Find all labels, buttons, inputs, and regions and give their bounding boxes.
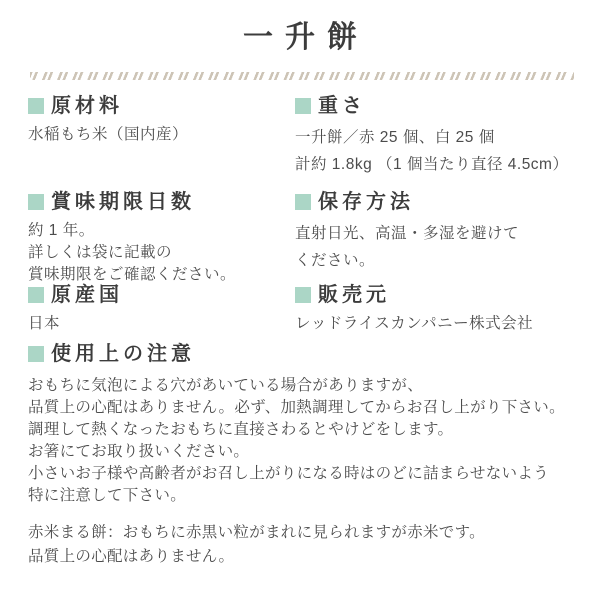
page-title: 一升餅 xyxy=(243,21,369,54)
section-label: 使用上の注意 xyxy=(51,343,195,365)
section-text-line: 水稲もち米（国内産） xyxy=(28,126,189,143)
section-label: 原産国 xyxy=(51,284,123,306)
square-bullet-icon xyxy=(28,287,44,303)
section-weight xyxy=(295,95,600,191)
section-text-line: 品質上の心配はありません。 xyxy=(28,548,235,565)
section-text-line: ください。 xyxy=(295,252,376,269)
section-origin xyxy=(28,284,295,335)
section-heading xyxy=(295,95,600,117)
section-label: 賞味期限日数 xyxy=(51,191,195,213)
section-text-line: 賞味期限をご確認ください。 xyxy=(28,266,237,283)
square-bullet-icon xyxy=(28,346,44,362)
section-ingredients xyxy=(28,95,295,191)
section-text-line: 品質上の心配はありません。必ず、加熱調理してからお召し上がり下さい。 xyxy=(28,399,565,416)
section-text-line: 日本 xyxy=(28,315,61,332)
section-text-line: レッドライスカンパニー株式会社 xyxy=(295,315,534,332)
section-storage xyxy=(295,191,600,284)
square-bullet-icon xyxy=(295,194,311,210)
section-text-line: お箸にてお取り扱いください。 xyxy=(28,443,250,460)
section-label: 重さ xyxy=(318,95,366,117)
precautions-addendum xyxy=(28,521,600,569)
section-text-line: 小さいお子様や高齢者がお召し上がりになる時はのどに詰まらせないよう xyxy=(28,465,549,482)
square-bullet-icon xyxy=(28,194,44,210)
section-text-line: 計約 1.8kg （1 個当たり直径 4.5cm） xyxy=(295,156,569,173)
section-precautions xyxy=(28,343,600,569)
square-bullet-icon xyxy=(295,98,311,114)
section-heading xyxy=(295,191,600,213)
section-text-line: 調理して熱くなったおもちに直接さわるとやけどをします。 xyxy=(28,421,454,438)
section-text-line: 特に注意して下さい。 xyxy=(28,487,187,504)
section-text-line: 詳しくは袋に記載の xyxy=(28,244,173,261)
section-text-line: 一升餅／赤 25 個、白 25 個 xyxy=(295,129,495,146)
dotted-divider xyxy=(30,72,574,80)
section-text-line: おもちに気泡による穴があいている場合がありますが、 xyxy=(28,377,424,394)
section-label: 販売元 xyxy=(318,284,390,306)
section-heading xyxy=(295,284,600,306)
section-shelf-life xyxy=(28,191,295,284)
section-label: 原材料 xyxy=(51,95,123,117)
square-bullet-icon xyxy=(28,98,44,114)
precautions-body xyxy=(28,375,600,507)
section-heading xyxy=(28,191,295,213)
section-heading xyxy=(28,284,295,306)
info-grid xyxy=(28,95,600,335)
section-text-line: 直射日光、高温・多湿を避けて xyxy=(295,225,520,242)
section-text-line: 約 1 年。 xyxy=(28,222,95,239)
section-seller xyxy=(295,284,600,335)
section-label: 保存方法 xyxy=(318,191,414,213)
section-heading xyxy=(28,95,295,117)
section-text-line: 赤米まる餅：おもちに赤黒い粒がまれに見られますが赤米です。 xyxy=(28,524,485,541)
section-heading xyxy=(28,343,600,365)
square-bullet-icon xyxy=(295,287,311,303)
